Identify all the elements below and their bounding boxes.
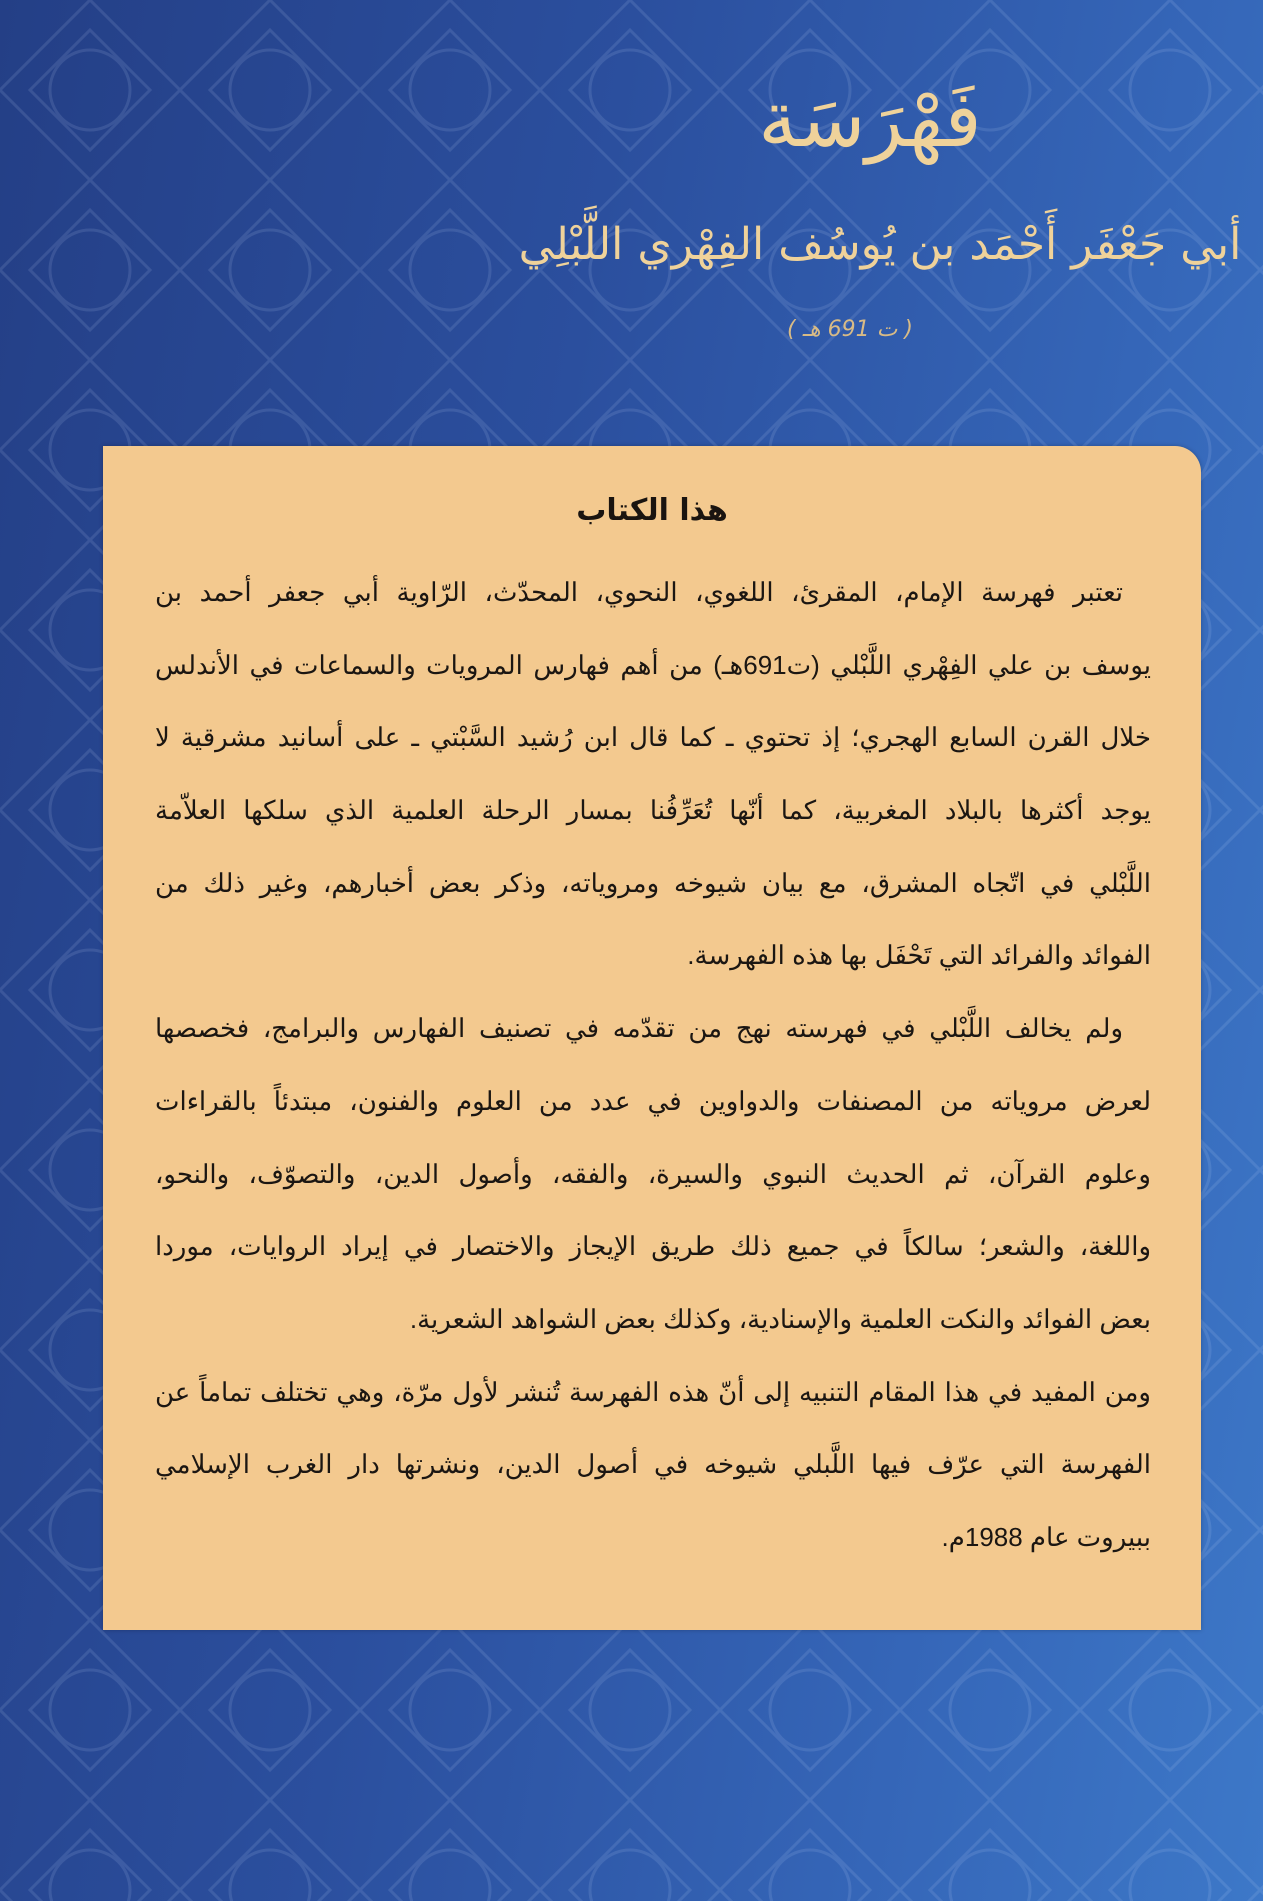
text-line: تعتبر فهرسة الإمام، المقرئ، اللغوي، النحوي، المحدّث، الرّاوية أبي جعفر أحمد بن [155, 577, 1123, 607]
death-date: ( ت 691 هـ ) [787, 317, 913, 342]
author-name: أبي جَعْفَر أَحْمَد بن يُوسُف الفِهْري اللَّبْلِي [518, 219, 1242, 270]
text-line: بعض الفوائد والنكت العلمية والإسنادية، وكذلك بعض الشواهد الشعرية. [409, 1303, 1151, 1334]
about-book-panel [103, 446, 1201, 1630]
about-body [155, 568, 1151, 1586]
text-line: اللَّبْلي في اتّجاه المشرق، مع بيان شيوخه ومروياته، وذكر بعض أخبارهم، وغير ذلك من [155, 867, 1151, 898]
text-line: لعرض مروياته من المصنفات والدواوين في عدد من العلوم والفنون، مبتدئاً بالقراءات [155, 1085, 1151, 1116]
text-line: يوجد أكثرها بالبلاد المغربية، كما أنّها تُعَرِّفُنا بمسار الرحلة العلمية الذي سلكها العلاّمة [155, 795, 1151, 826]
text-line: الفوائد والفرائد التي تَحْفَل بها هذه الفهرسة. [687, 940, 1151, 971]
text-line: الفهرسة التي عرّف فيها اللَّبلي شيوخه في أصول الدين، ونشرتها دار الغرب الإسلامي [155, 1449, 1151, 1480]
text-line: وعلوم القرآن، ثم الحديث النبوي والسيرة، والفقه، وأصول الدين، والتصوّف، والنحو، [155, 1158, 1151, 1189]
text-line: ببيروت عام 1988م. [941, 1521, 1151, 1552]
book-title: فَهْرَسَة [758, 75, 982, 165]
text-line: يوسف بن علي الفِهْري اللَّبْلي (ت691هـ) من أهم فهارس المرويات والسماعات في الأندلس [155, 649, 1152, 680]
text-line: ومن المفيد في هذا المقام التنبيه إلى أنّ هذه الفهرسة تُنشر لأول مرّة، وهي تختلف تماماً عن [155, 1376, 1151, 1407]
text-line: واللغة، والشعر؛ سالكاً في جميع ذلك طريق الإيجاز والاختصار في إيراد الروايات، موردا [155, 1231, 1151, 1262]
text-line: خلال القرن السابع الهجري؛ إذ تحتوي ـ كما قال ابن رُشيد السَّبْتي ـ على أسانيد مشرقية لا [155, 722, 1151, 753]
about-heading: هذا الكتاب [576, 493, 728, 528]
text-line: ولم يخالف اللَّبْلي في فهرسته نهج من تقدّمه في تصنيف الفهارس والبرامج، فخصصها [155, 1013, 1123, 1044]
